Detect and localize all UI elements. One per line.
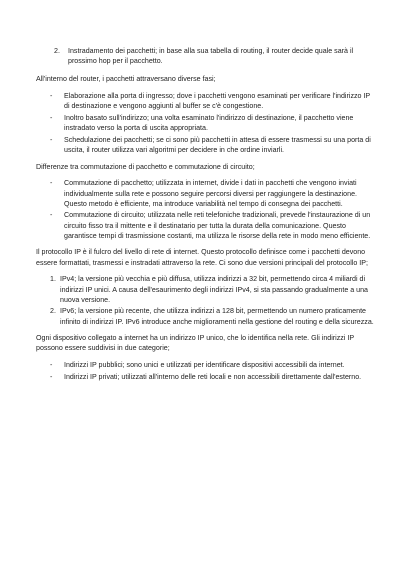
address-intro-paragraph: Ogni dispositivo collegato a internet ha un indirizzo IP unico, che lo identifica nella rete. Gli indirizzi IP possono essere suddivisi in due categorie; (36, 334, 354, 353)
list-item-text: Inoltro basato sull'indirizzo; una volta esaminato l'indirizzo di destinazione, il pacchetto viene instradato verso la porta di uscita appropriata. (64, 114, 354, 133)
list-marker: - (50, 372, 53, 381)
list-marker: 2. (54, 47, 60, 55)
list-marker: - (50, 211, 53, 220)
list-item-routing (54, 46, 376, 66)
list-item-text: Indirizzi IP privati; utilizzati all'interno delle reti locali e non accessibili direttamente dall'esterno. (64, 372, 362, 381)
router-phases-list (50, 91, 376, 155)
list-item (50, 91, 376, 111)
list-item-text: Commutazione di circuito; utilizzata nelle reti telefoniche tradizionali, prevede l'instaurazione di un circuito fisso tra il mittente e il destinatario per tutta la durata della comunicazione. Questo garantisce tempi di trasmissione costanti, ma utilizza le risorse della rete in modo meno efficiente. (64, 211, 371, 240)
switching-list (50, 178, 376, 241)
list-item (50, 113, 376, 133)
list-item-text: Schedulazione dei pacchetti; se ci sono più pacchetti in attesa di essere trasmessi su una porta di uscita, il router utilizza vari algoritmi per decidere in che ordine inviarli. (64, 135, 371, 154)
list-item (50, 372, 376, 382)
switching-intro-paragraph: Differenze tra commutazione di pacchetto e commutazione di circuito; (36, 162, 255, 171)
list-marker: - (50, 135, 53, 144)
address-types-list (50, 360, 376, 382)
ip-versions-list (50, 274, 376, 326)
list-item-text: Commutazione di pacchetto; utilizzata in internet, divide i dati in pacchetti che vengono inviati individualmente sulla rete e possono seguire percorsi diversi per raggiungere la destinazione. Questo metodo è efficiente, ma introduce variabilità nel tempo di consegna dei pacchetti. (64, 179, 357, 208)
list-item-text: IPv6; la versione più recente, che utilizza indirizzi a 128 bit, permettendo un numero praticamente infinito di indirizzi IP. IPv6 introduce anche miglioramenti nella gestione del routing e della sicurezza. (60, 307, 374, 326)
router-intro-paragraph: All'interno del router, i pacchetti attraversano diverse fasi; (36, 75, 216, 84)
list-marker: 2. (50, 307, 56, 316)
list-item-text: Elaborazione alla porta di ingresso; dove i pacchetti vengono esaminati per verificare l'indirizzo IP di destinazione e vengono aggiunti al buffer se c'è congestione. (64, 92, 371, 111)
list-marker: - (50, 92, 53, 101)
list-marker: - (50, 179, 53, 188)
list-marker: 1. (50, 275, 56, 284)
list-item (50, 135, 376, 155)
list-item (50, 210, 376, 241)
list-item-text: IPv4; la versione più vecchia e più diffusa, utilizza indirizzi a 32 bit, permettendo circa 4 miliardi di indirizzi IP unici. A causa dell'esaurimento degli indirizzi IPv4, si sta passando gradualmente a una nuova versione. (60, 275, 369, 304)
document-body (36, 46, 376, 388)
list-item (50, 274, 376, 305)
list-item-text: Indirizzi IP pubblici; sono unici e utilizzati per identificare dispositivi accessibili da internet. (64, 361, 345, 370)
list-item-text: Instradamento dei pacchetti; in base alla sua tabella di routing, il router decide quale sarà il prossimo hop per il pacchetto. (68, 47, 354, 66)
list-item (50, 360, 376, 370)
list-marker: - (50, 114, 53, 122)
list-item (50, 306, 376, 326)
ip-intro-paragraph: Il protocollo IP è il fulcro del livello di rete di internet. Questo protocollo definisce come i pacchetti devono essere formattati, trasmessi e instradati attraverso la rete. Ci sono due versioni principali del protocollo IP; (36, 248, 368, 267)
list-marker: - (50, 361, 53, 370)
list-item (50, 178, 376, 209)
